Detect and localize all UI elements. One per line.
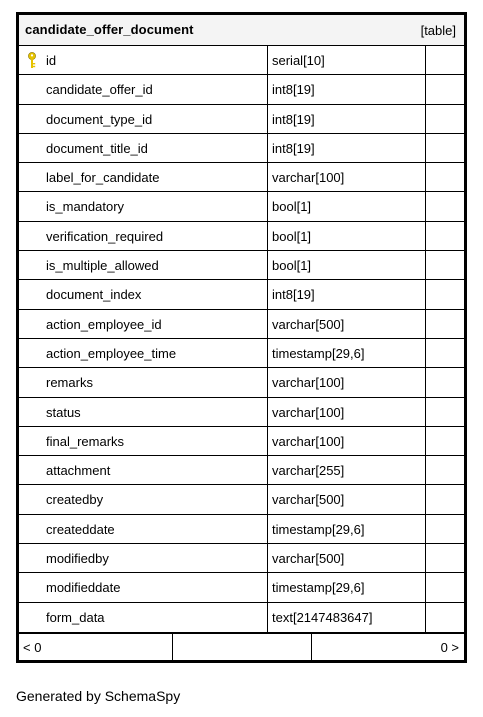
column-type-cell <box>268 134 426 162</box>
column-type: timestamp[29,6] <box>272 521 365 537</box>
column-name[interactable]: form_data <box>46 609 105 625</box>
column-name[interactable]: remarks <box>46 375 93 391</box>
column-type-cell <box>268 75 426 103</box>
column-type-cell <box>268 427 426 455</box>
table-row[interactable] <box>19 46 464 75</box>
column-type: varchar[500] <box>272 492 345 508</box>
column-name-cell <box>19 456 268 484</box>
key-icon <box>27 52 37 69</box>
table-row[interactable] <box>19 573 464 602</box>
column-type: varchar[100] <box>272 404 345 420</box>
children-count[interactable]: 0 > <box>440 639 459 655</box>
table-row[interactable] <box>19 280 464 309</box>
column-type-cell <box>268 603 426 632</box>
column-name-cell <box>19 251 268 279</box>
column-type: int8[19] <box>272 82 315 98</box>
table-row[interactable] <box>19 456 464 485</box>
column-type-cell <box>268 485 426 513</box>
table-candidate-offer-document <box>16 12 467 663</box>
column-type-cell <box>268 573 426 601</box>
column-name[interactable]: modifiedby <box>46 551 109 567</box>
column-type: int8[19] <box>272 111 315 127</box>
column-type: bool[1] <box>272 258 312 274</box>
table-row[interactable] <box>19 603 464 632</box>
column-type-cell <box>268 46 426 74</box>
column-name-cell <box>19 603 268 632</box>
column-name-cell <box>19 544 268 572</box>
column-type: varchar[255] <box>272 463 345 479</box>
column-name[interactable]: verification_required <box>46 228 164 244</box>
column-type-cell <box>268 515 426 543</box>
column-type-cell <box>268 339 426 367</box>
table-row[interactable] <box>19 251 464 280</box>
column-name[interactable]: final_remarks <box>46 433 125 449</box>
column-name[interactable]: status <box>46 404 81 420</box>
column-type-cell <box>268 105 426 133</box>
table-row[interactable] <box>19 75 464 104</box>
column-type-cell <box>268 368 426 396</box>
column-name-cell <box>19 280 268 308</box>
table-row[interactable] <box>19 192 464 221</box>
parents-count-cell <box>19 634 173 660</box>
column-type: timestamp[29,6] <box>272 580 365 596</box>
generated-by-footer: Generated by SchemaSpy <box>16 688 181 704</box>
table-kind-label: [table] <box>420 23 456 38</box>
column-name-cell <box>19 134 268 162</box>
column-name[interactable]: attachment <box>46 463 111 479</box>
table-row[interactable] <box>19 485 464 514</box>
column-type: varchar[100] <box>272 375 345 391</box>
table-row[interactable] <box>19 310 464 339</box>
column-type: int8[19] <box>272 140 315 156</box>
column-type-cell <box>268 251 426 279</box>
column-name-cell <box>19 163 268 191</box>
column-type: varchar[500] <box>272 316 345 332</box>
column-name-cell <box>19 339 268 367</box>
column-name-cell <box>19 398 268 426</box>
column-name[interactable]: createddate <box>46 521 115 537</box>
column-name-cell <box>19 427 268 455</box>
column-name[interactable]: modifieddate <box>46 580 121 596</box>
table-row[interactable] <box>19 163 464 192</box>
column-type: varchar[500] <box>272 551 345 567</box>
column-name[interactable]: action_employee_time <box>46 345 177 361</box>
column-name[interactable]: createdby <box>46 492 104 508</box>
table-row[interactable] <box>19 134 464 163</box>
column-name-cell <box>19 485 268 513</box>
column-type-cell <box>268 398 426 426</box>
column-name[interactable]: is_multiple_allowed <box>46 258 159 274</box>
column-name[interactable]: action_employee_id <box>46 316 162 332</box>
table-row[interactable] <box>19 515 464 544</box>
table-header <box>19 15 464 46</box>
column-name-cell <box>19 515 268 543</box>
column-type-cell <box>268 456 426 484</box>
column-name[interactable]: label_for_candidate <box>46 170 160 186</box>
table-footer <box>19 632 464 660</box>
table-row[interactable] <box>19 222 464 251</box>
column-type: int8[19] <box>272 287 315 303</box>
column-type: varchar[100] <box>272 170 345 186</box>
table-name[interactable]: candidate_offer_document <box>25 22 194 37</box>
column-name[interactable]: is_mandatory <box>46 199 125 215</box>
table-row[interactable] <box>19 398 464 427</box>
column-name-cell <box>19 46 268 74</box>
column-name-cell <box>19 310 268 338</box>
table-row[interactable] <box>19 427 464 456</box>
column-type: timestamp[29,6] <box>272 345 365 361</box>
column-list <box>19 46 464 632</box>
column-name-cell <box>19 573 268 601</box>
column-type: text[2147483647] <box>272 609 373 625</box>
column-type-cell <box>268 280 426 308</box>
column-type-cell <box>268 222 426 250</box>
column-type: serial[10] <box>272 53 325 68</box>
column-type-cell <box>268 544 426 572</box>
column-name-cell <box>19 368 268 396</box>
column-name-cell <box>19 222 268 250</box>
children-count-cell <box>312 634 464 660</box>
column-type: bool[1] <box>272 199 312 215</box>
column-type: bool[1] <box>272 228 312 244</box>
column-type: varchar[100] <box>272 433 345 449</box>
column-name-cell <box>19 192 268 220</box>
column-name[interactable]: candidate_offer_id <box>46 82 153 98</box>
column-name[interactable]: document_index <box>46 287 142 303</box>
column-name[interactable]: id <box>46 53 57 68</box>
parents-count[interactable]: < 0 <box>23 639 42 655</box>
table-row[interactable] <box>19 339 464 368</box>
column-name-cell <box>19 105 268 133</box>
table-row[interactable] <box>19 368 464 397</box>
column-name-cell <box>19 75 268 103</box>
table-row[interactable] <box>19 105 464 134</box>
table-row[interactable] <box>19 544 464 573</box>
column-name[interactable]: document_title_id <box>46 140 148 156</box>
footer-middle-cell <box>173 634 312 660</box>
column-type-cell <box>268 163 426 191</box>
column-type-cell <box>268 192 426 220</box>
column-type-cell <box>268 310 426 338</box>
column-name[interactable]: document_type_id <box>46 111 153 127</box>
